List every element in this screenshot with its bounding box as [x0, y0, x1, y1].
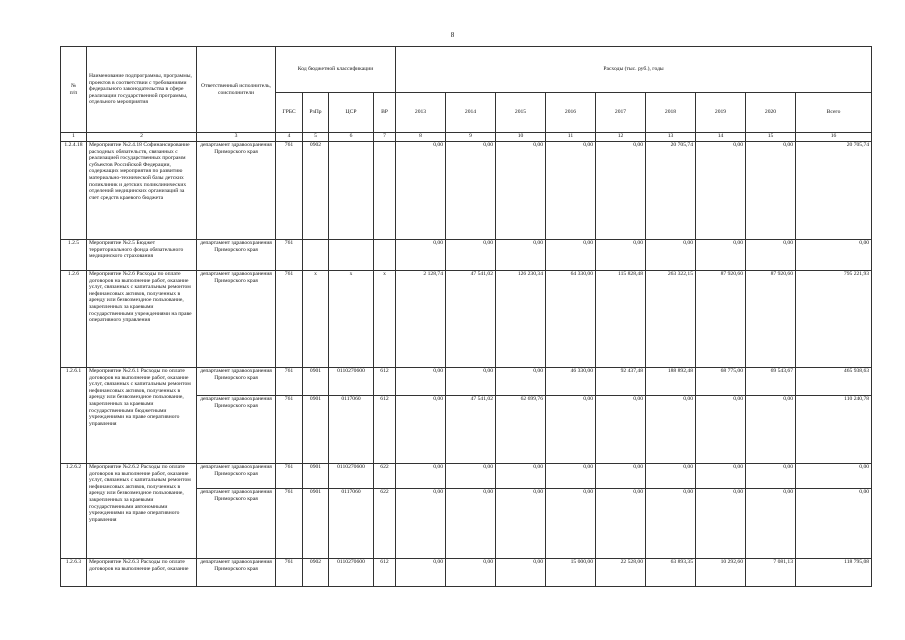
csr-cell: 0110270600 [329, 368, 374, 396]
year-value-cell: 0,00 [446, 489, 496, 559]
csr-cell [329, 240, 374, 271]
year-value-cell: 0,00 [746, 464, 796, 489]
header-year: 2019 [696, 93, 746, 133]
total-value-cell: 0,00 [796, 464, 872, 489]
header-name: Наименование подпрограммы, программы, проектов в соответствии с требованиями федерального законодательства в сфере реализации государственной программы, отдельного мероприятия [87, 47, 197, 133]
total-value-cell: 110 240,78 [796, 396, 872, 464]
column-number: 2 [87, 133, 197, 142]
vr-cell [374, 142, 396, 240]
year-value-cell: 0,00 [396, 464, 446, 489]
csr-cell: 0110270600 [329, 464, 374, 489]
header-expenses: Расходы (тыс. руб.), годы [396, 47, 872, 93]
header-num: № п/п [61, 47, 87, 133]
year-value-cell: 92 437,48 [596, 368, 646, 396]
total-value-cell: 795 221,93 [796, 271, 872, 368]
year-value-cell: 20 705,74 [646, 142, 696, 240]
year-value-cell: 46 330,00 [546, 368, 596, 396]
vr-cell [374, 240, 396, 271]
column-number: 3 [197, 133, 276, 142]
measure-name-cell: Мероприятие №2.6.1 Расходы по оплате договоров на выполнение работ, оказание услуг, связанных с капитальным ремонтом нефинансовых активов, полученных в аренду или безвозмездное пользование, закрепленных за краевыми государственными бюджетными учреждениями на праве оперативного управления [87, 368, 197, 464]
expenses-table [60, 46, 872, 587]
year-value-cell: 115 828,48 [596, 271, 646, 368]
year-value-cell: 0,00 [746, 142, 796, 240]
year-value-cell: 0,00 [746, 240, 796, 271]
responsible-cell: департамент здравоохранения Приморского края [197, 489, 276, 559]
row-number-cell: 1.2.6.3 [61, 559, 87, 587]
responsible-cell: департамент здравоохранения Приморского края [197, 368, 276, 396]
responsible-cell: департамент здравоохранения Приморского края [197, 464, 276, 489]
year-value-cell: 0,00 [396, 368, 446, 396]
responsible-cell: департамент здравоохранения Приморского края [197, 142, 276, 240]
header-code-col: РзПр [303, 93, 329, 133]
csr-cell: 0110270600 [329, 559, 374, 587]
header-year: 2013 [396, 93, 446, 133]
year-value-cell: 2 128,74 [396, 271, 446, 368]
column-number: 16 [796, 133, 872, 142]
year-value-cell: 0,00 [646, 396, 696, 464]
vr-cell: 612 [374, 368, 396, 396]
column-number: 5 [303, 133, 329, 142]
year-value-cell: 0,00 [496, 464, 546, 489]
header-year: 2015 [496, 93, 546, 133]
page-number: 8 [450, 31, 455, 39]
csr-cell [329, 142, 374, 240]
year-value-cell: 0,00 [596, 240, 646, 271]
year-value-cell: 0,00 [746, 396, 796, 464]
year-value-cell: 0,00 [546, 489, 596, 559]
csr-cell: 0117060 [329, 396, 374, 464]
column-number: 4 [276, 133, 303, 142]
header-year: 2017 [596, 93, 646, 133]
header-year: 2014 [446, 93, 496, 133]
year-value-cell: 63 893,35 [646, 559, 696, 587]
column-number: 8 [396, 133, 446, 142]
grbs-cell: 761 [276, 464, 303, 489]
header-code-col: ЦСР [329, 93, 374, 133]
year-value-cell: 0,00 [496, 240, 546, 271]
total-value-cell: 118 795,08 [796, 559, 872, 587]
rzpr-cell: 0902 [303, 559, 329, 587]
year-value-cell: 68 775,00 [696, 368, 746, 396]
year-value-cell: 0,00 [446, 464, 496, 489]
year-value-cell: 0,00 [396, 142, 446, 240]
column-number: 11 [546, 133, 596, 142]
header-code-col: ВР [374, 93, 396, 133]
responsible-cell: департамент здравоохранения Приморского края [197, 396, 276, 464]
row-number-cell: 1.2.4.18 [61, 142, 87, 240]
csr-cell: x [329, 271, 374, 368]
row-number-cell: 1.2.6 [61, 271, 87, 368]
column-number: 6 [329, 133, 374, 142]
header-responsible: Ответственный исполнитель, соисполнители [197, 47, 276, 133]
responsible-cell: департамент здравоохранения Приморского края [197, 271, 276, 368]
column-number: 15 [746, 133, 796, 142]
year-value-cell: 0,00 [546, 464, 596, 489]
year-value-cell: 0,00 [496, 559, 546, 587]
year-value-cell: 0,00 [396, 396, 446, 464]
column-number: 12 [596, 133, 646, 142]
measure-name-cell: Мероприятие №2.6 Расходы по оплате договоров на выполнение работ, оказание услуг, связанных с капитальным ремонтом нефинансовых активов, полученных в аренду или безвозмездное пользование, закрепленных за краевыми государственными учреждениями на праве оперативного управления [87, 271, 197, 368]
year-value-cell: 0,00 [696, 240, 746, 271]
year-value-cell: 64 330,00 [546, 271, 596, 368]
year-value-cell: 0,00 [546, 142, 596, 240]
rzpr-cell: 0901 [303, 368, 329, 396]
year-value-cell: 0,00 [696, 464, 746, 489]
header-code-col: ГРБС [276, 93, 303, 133]
rzpr-cell: 0901 [303, 489, 329, 559]
year-value-cell: 0,00 [596, 489, 646, 559]
year-value-cell: 0,00 [546, 240, 596, 271]
year-value-cell: 22 528,00 [596, 559, 646, 587]
year-value-cell: 0,00 [646, 240, 696, 271]
grbs-cell: 761 [276, 142, 303, 240]
column-number: 10 [496, 133, 546, 142]
grbs-cell: 761 [276, 368, 303, 396]
year-value-cell: 0,00 [496, 142, 546, 240]
grbs-cell: 761 [276, 396, 303, 464]
table-row [61, 240, 872, 271]
year-value-cell: 69 543,67 [746, 368, 796, 396]
year-value-cell: 0,00 [596, 396, 646, 464]
year-value-cell: 0,00 [596, 464, 646, 489]
vr-cell: 612 [374, 559, 396, 587]
year-value-cell: 0,00 [696, 396, 746, 464]
column-number: 7 [374, 133, 396, 142]
total-value-cell: 465 938,63 [796, 368, 872, 396]
year-value-cell: 0,00 [646, 489, 696, 559]
year-value-cell: 62 699,76 [496, 396, 546, 464]
row-number-cell: 1.2.6.2 [61, 464, 87, 559]
header-budget-code: Код бюджетной классификации [276, 47, 396, 93]
row-number-cell: 1.2.5 [61, 240, 87, 271]
rzpr-cell: 0902 [303, 142, 329, 240]
header-year: 2016 [546, 93, 596, 133]
vr-cell: 612 [374, 396, 396, 464]
table-row [61, 271, 872, 368]
year-value-cell: 0,00 [446, 368, 496, 396]
header-year: 2018 [646, 93, 696, 133]
year-value-cell: 0,00 [696, 489, 746, 559]
year-value-cell: 47 541,02 [446, 396, 496, 464]
year-value-cell: 0,00 [396, 559, 446, 587]
total-value-cell: 0,00 [796, 240, 872, 271]
responsible-cell: департамент здравоохранения Приморского края [197, 559, 276, 587]
measure-name-cell: Мероприятие №2.4.18 Софинансирование расходных обязательств, связанных с реализацией государственных программ субъектов Российской Федерации, содержащих мероприятия по развитию материально-технической базы детских поликлиник и детских поликлинических отделений медицинских организаций за счет средств краевого бюджета [87, 142, 197, 240]
rzpr-cell: x [303, 271, 329, 368]
year-value-cell: 87 920,60 [696, 271, 746, 368]
year-value-cell: 126 230,34 [496, 271, 546, 368]
grbs-cell: 761 [276, 489, 303, 559]
column-number: 1 [61, 133, 87, 142]
year-value-cell: 10 292,60 [696, 559, 746, 587]
year-value-cell: 7 081,13 [746, 559, 796, 587]
year-value-cell: 0,00 [446, 559, 496, 587]
rzpr-cell [303, 240, 329, 271]
year-value-cell: 0,00 [496, 489, 546, 559]
table-row [61, 559, 872, 587]
year-value-cell: 188 892,48 [646, 368, 696, 396]
year-value-cell: 0,00 [596, 142, 646, 240]
year-value-cell: 87 920,60 [746, 271, 796, 368]
table-row [61, 368, 872, 396]
table-row [61, 464, 872, 489]
grbs-cell: 761 [276, 271, 303, 368]
vr-cell: 622 [374, 489, 396, 559]
total-value-cell: 0,00 [796, 489, 872, 559]
grbs-cell: 761 [276, 240, 303, 271]
year-value-cell: 0,00 [746, 489, 796, 559]
year-value-cell: 47 541,02 [446, 271, 496, 368]
year-value-cell: 0,00 [446, 240, 496, 271]
year-value-cell: 0,00 [396, 240, 446, 271]
vr-cell: x [374, 271, 396, 368]
grbs-cell: 761 [276, 559, 303, 587]
responsible-cell: департамент здравоохранения Приморского края [197, 240, 276, 271]
year-value-cell: 263 322,15 [646, 271, 696, 368]
year-value-cell: 0,00 [696, 142, 746, 240]
header-year: 2020 [746, 93, 796, 133]
column-number: 13 [646, 133, 696, 142]
year-value-cell: 15 000,00 [546, 559, 596, 587]
total-value-cell: 20 705,74 [796, 142, 872, 240]
row-number-cell: 1.2.6.1 [61, 368, 87, 464]
rzpr-cell: 0901 [303, 464, 329, 489]
vr-cell: 622 [374, 464, 396, 489]
table-row [61, 142, 872, 240]
rzpr-cell: 0901 [303, 396, 329, 464]
header-year-total: Всего [796, 93, 872, 133]
year-value-cell: 0,00 [446, 142, 496, 240]
csr-cell: 0117060 [329, 489, 374, 559]
year-value-cell: 0,00 [496, 368, 546, 396]
measure-name-cell: Мероприятие №2.6.3 Расходы по оплате договоров на выполнение работ, оказание [87, 559, 197, 587]
year-value-cell: 0,00 [396, 489, 446, 559]
measure-name-cell: Мероприятие №2.6.2 Расходы по оплате договоров на выполнение работ, оказание услуг, связанных с капитальным ремонтом нефинансовых активов, полученных в аренду или безвозмездное пользование, закрепленных за краевыми государственными автономными учреждениями на праве оперативного управления [87, 464, 197, 559]
column-number: 9 [446, 133, 496, 142]
column-numbers-row [61, 133, 872, 142]
column-number: 14 [696, 133, 746, 142]
year-value-cell: 0,00 [546, 396, 596, 464]
year-value-cell: 0,00 [646, 464, 696, 489]
measure-name-cell: Мероприятие №2.5 Бюджет территориального фонда обязательного медицинского страхования [87, 240, 197, 271]
